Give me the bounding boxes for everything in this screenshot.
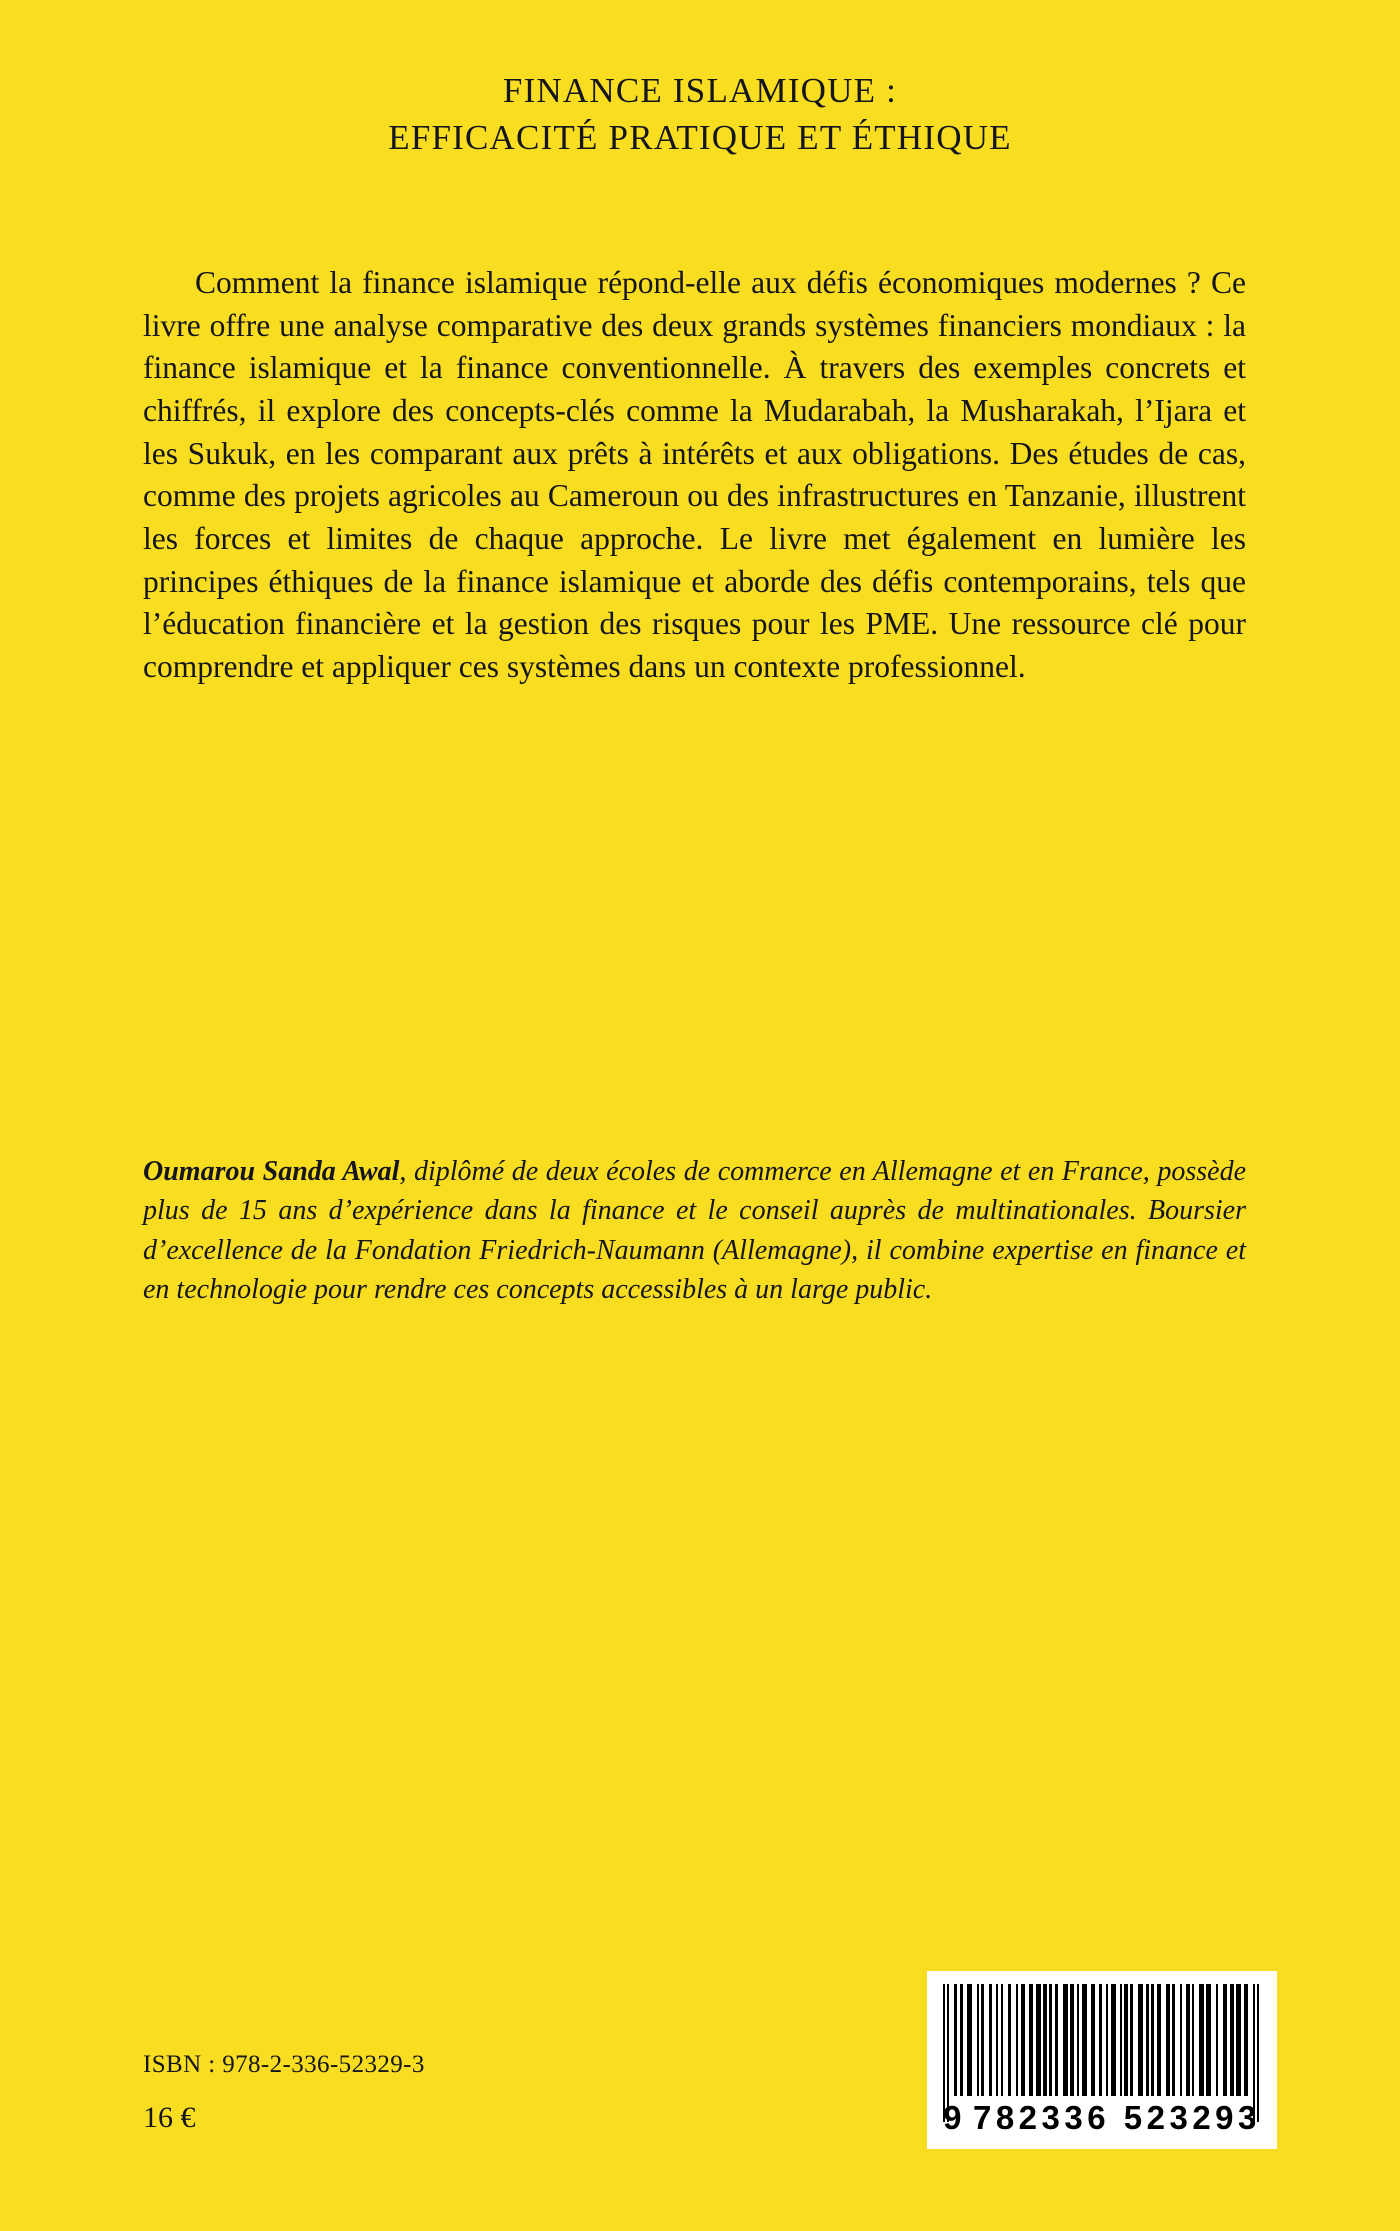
barcode-lead-digit: 9 <box>943 2099 966 2136</box>
title-line-1: FINANCE ISLAMIQUE : <box>502 71 898 110</box>
title-line-2: EFFICACITÉ PRATIQUE ET ÉTHIQUE <box>388 117 1012 157</box>
page-title <box>0 68 1400 161</box>
isbn-text: ISBN : 978-2-336-52329-3 <box>143 2051 425 2078</box>
author-bio-paragraph <box>143 1152 1246 1310</box>
blurb-paragraph: Comment la finance islamique répond-elle aux défis économiques modernes ? Ce livre offre une analyse comparative des deux grands systèmes financiers mondiaux : la finance islamique et la finance conventionnelle. À travers des exemples concrets et chiffrés, il explore des concepts-clés comme la Mudarabah, la Musharakah, l’Ijara et les Sukuk, en les comparant aux prêts à intérêts et aux obligations. Des études de cas, comme des projets agricoles au Cameroun ou des infrastructures en Tanzanie, illustrent les forces et limites de chaque approche. Le livre met également en lumière les principes éthiques de la finance islamique et aborde des défis contemporains, tels que l’éducation financière et la gestion des risques pour les PME. Une ressource clé pour comprendre et appliquer ces systèmes dans un contexte professionnel. <box>143 265 1246 685</box>
author-bio-block <box>143 1152 1246 1310</box>
barcode-digits <box>937 2099 1267 2137</box>
barcode-bars <box>943 1984 1261 2096</box>
barcode-main-digits: 782336 523293 <box>972 2099 1261 2136</box>
barcode <box>927 1971 1277 2149</box>
blurb-text <box>143 262 1246 689</box>
footer-block <box>143 2051 843 2135</box>
author-name: Oumarou Sanda Awal <box>143 1156 400 1187</box>
author-bio-text: , diplômé de deux écoles de commerce en Allemagne et en France, possède plus de 15 ans d’expérience dans la finance et le conseil auprès de multinationales. Boursier d’excellence de la Fondation Friedrich-Naumann (Allemagne), il combine expertise en finance et en technologie pour rendre ces concepts accessibles à un large public. <box>143 1156 1246 1306</box>
price-text: 16 € <box>143 2101 196 2134</box>
